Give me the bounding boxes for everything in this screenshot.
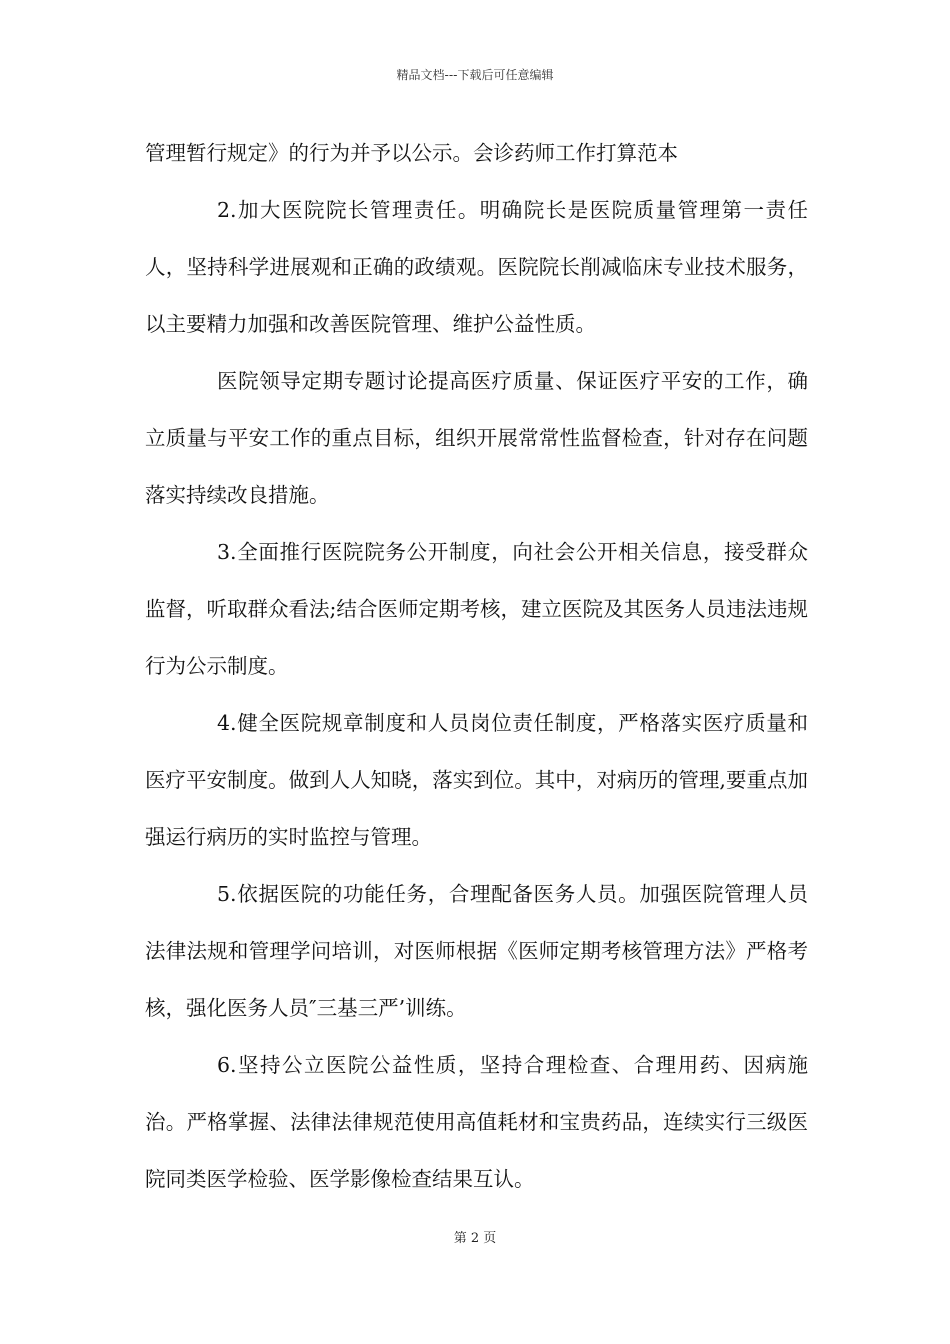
paragraph-continuation: 管理暂行规定》的行为并予以公示。会诊药师工作打算范本 [145,141,678,165]
paragraph-item-6: 6.坚持公立医院公益性质，坚持合理检查、合理用药、因病施治。严格掌握、法律法律规范使用高值耗材和宝贵药品，连续实行三级医院同类医学检验、医学影像检查结果互认。 [145,1053,808,1191]
paragraph-item-4: 4.健全医院规章制度和人员岗位责任制度，严格落实医疗质量和医疗平安制度。做到人人知晓，落实到位。其中，对病历的管理,要重点加强运行病历的实时监控与管理。 [145,711,808,849]
page-number: 第 2 页 [453,1231,497,1246]
page-header: 精品文档---下载后可任意编辑 [396,68,554,82]
paragraph-item-2: 2.加大医院院长管理责任。明确院长是医院质量管理第一责任人，坚持科学进展观和正确的政绩观。医院院长削减临床专业技术服务，以主要精力加强和改善医院管理、维护公益性质。 [145,198,808,336]
paragraph-item-5: 5.依据医院的功能任务，合理配备医务人员。加强医院管理人员法律法规和管理学问培训，对医师根据《医师定期考核管理方法》严格考核，强化医务人员″三基三严’训练。 [145,882,808,1020]
document-body [145,125,808,1208]
paragraph-item-3: 3.全面推行医院院务公开制度，向社会公开相关信息，接受群众监督，听取群众看法;结合医师定期考核，建立医院及其医务人员违法违规行为公示制度。 [145,540,808,678]
paragraph-leadership: 医院领导定期专题讨论提高医疗质量、保证医疗平安的工作，确立质量与平安工作的重点目标，组织开展常常性监督检查，针对存在问题落实持续改良措施。 [145,369,808,507]
